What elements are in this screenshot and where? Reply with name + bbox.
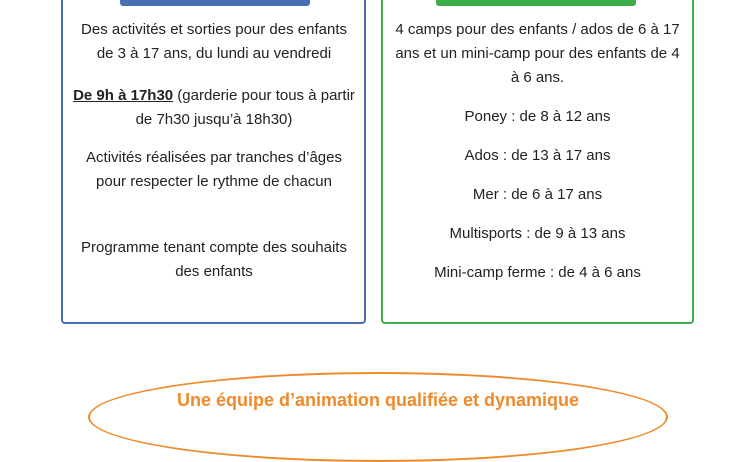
right-intro-text: 4 camps pour des enfants / ados de 6 à 17 ans et un mini-camp pour des enfants de 4 à 6 ans. [395, 21, 680, 86]
footer-ellipse [88, 372, 668, 462]
left-program-text: Programme tenant compte des souhaits des enfants [81, 239, 347, 280]
camp-poney: Poney : de 8 à 12 ans [464, 108, 611, 125]
left-panel-header-strip [120, 0, 310, 6]
camp-ados: Ados : de 13 à 17 ans [464, 147, 611, 164]
camp-multisports: Multisports : de 9 à 13 ans [449, 225, 626, 242]
left-activities-text: Activités réalisées par tranches d’âges pour respecter le rythme de chacun [86, 149, 342, 190]
hours-note: (garderie pour tous à partir de 7h30 jusqu’à 18h30) [135, 87, 355, 128]
footer-text: Une équipe d’animation qualifiée et dynamique [176, 390, 580, 410]
camp-mini-ferme: Mini-camp ferme : de 4 à 6 ans [434, 264, 641, 281]
hours-label: De 9h à 17h30 [73, 87, 174, 104]
left-hours-paragraph [73, 84, 355, 132]
camp-mer: Mer : de 6 à 17 ans [472, 186, 603, 203]
left-intro-text: Des activités et sorties pour des enfants de 3 à 17 ans, du lundi au vendredi [81, 21, 347, 62]
right-panel-header-strip [436, 0, 636, 6]
